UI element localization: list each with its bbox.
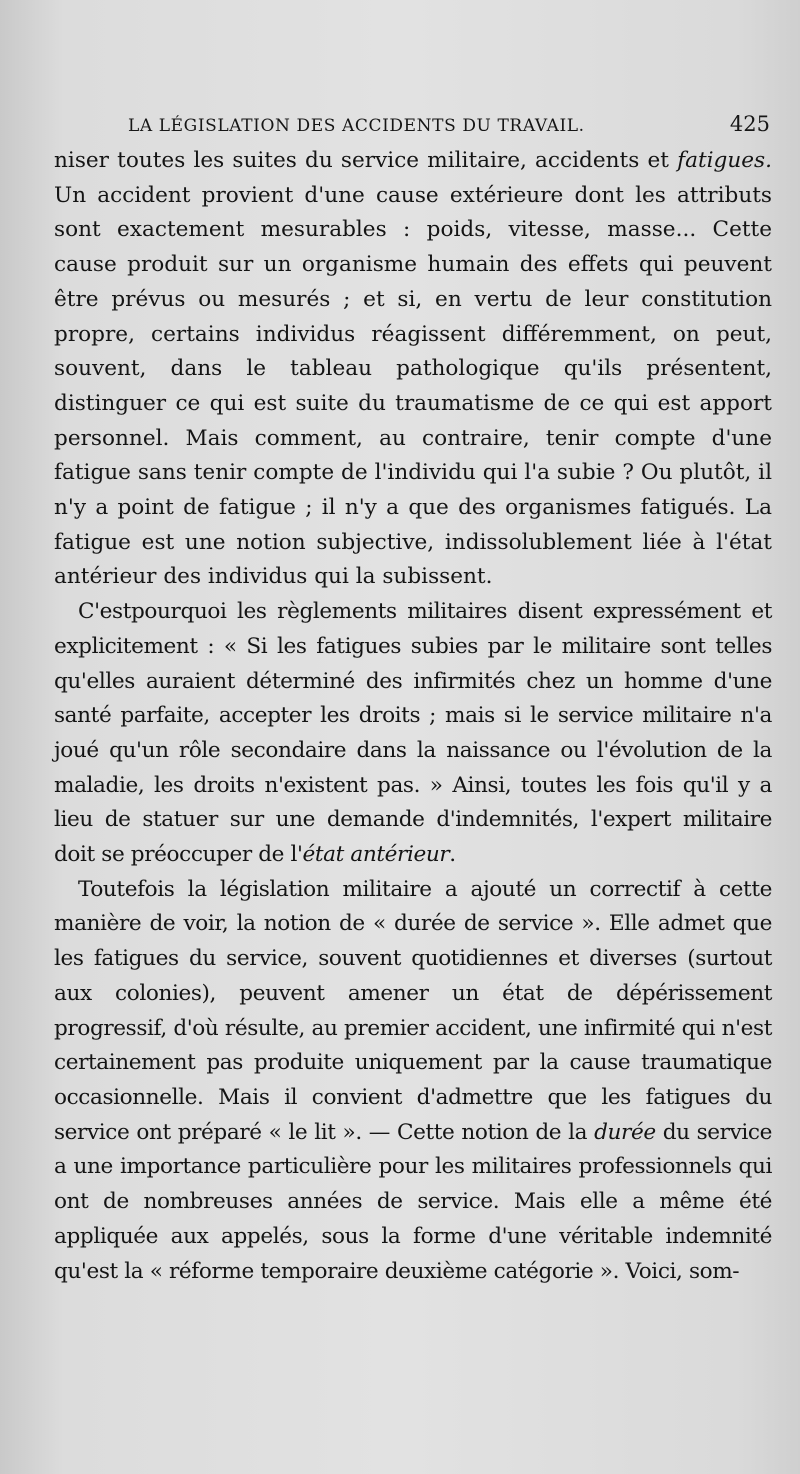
running-title: LA LÉGISLATION DES ACCIDENTS DU TRAVAIL. [128, 116, 585, 136]
text-run: Un accident provient d'une cause extérieure dont les attributs sont exactement mesurables : poids, vitesse, masse... Cette cause produit sur un organisme humain des effets qui peuvent être prévus ou mesurés ; et si, en vertu de leur constitution propre, certains individus réagissent différemment, on peut, souvent, dans le tableau pathologique qu'ils présentent, distinguer ce qui est suite du traumatisme de ce qui est apport personnel. Mais comment, au contraire, tenir compte d'une fatigue sans tenir compte de l'individu qui l'a subie ? Ou plutôt, il n'y a point de fatigue ; il n'y a que des organismes fatigués. La fatigue est une notion subjective, indissolublement liée à l'état antérieur des individus qui la subissent. [54, 182, 772, 590]
italic-run: durée [594, 1119, 656, 1145]
page-header [128, 112, 770, 136]
text-run: . [449, 842, 456, 868]
page-number: 425 [729, 112, 770, 136]
paragraph-1 [54, 144, 772, 595]
paragraph-3 [54, 873, 772, 1289]
text-run: du service a une importance particulière pour les militaires professionnels qui ont de nombreuses années de service. Mais elle a même été appliquée aux appelés, sous la forme d'une véritable indemnité qu'est la « réforme temporaire deuxième catégorie ». Voici, som- [54, 1119, 772, 1284]
text-run: Toutefois la législation militaire a ajouté un correctif à cette manière de voir, la notion de « durée de service ». Elle admet que les fatigues du service, souvent quotidiennes et diverses (surtout aux colonies), peuvent amener un état de dépérissement progressif, d'où résulte, au premier accident, une infirmité qui n'est certainement pas produite uniquement par la cause traumatique occasionnelle. Mais il convient d'admettre que les fatigues du service ont préparé « le lit ». — Cette notion de la [54, 876, 772, 1145]
text-run: niser toutes les suites du service militaire, accidents et [54, 148, 678, 173]
italic-run: fatigues. [677, 148, 772, 173]
paragraph-2 [54, 595, 772, 873]
text-run: C'estpourquoi les règlements militaires disent expressément et explicitement : « Si les fatigues subies par le militaire sont telles qu'elles auraient déterminé des infirmités chez un homme d'une santé parfaite, accepter les droits ; mais si le service militaire n'a joué qu'un rôle secondaire dans la naissance ou l'évolution de la maladie, les droits n'existent pas. » Ainsi, toutes les fois qu'il y a lieu de statuer sur une demande d'indemnités, l'expert militaire doit se préoccuper de l' [54, 599, 772, 868]
italic-run: état antérieur [302, 842, 450, 868]
body-text [54, 144, 772, 1289]
